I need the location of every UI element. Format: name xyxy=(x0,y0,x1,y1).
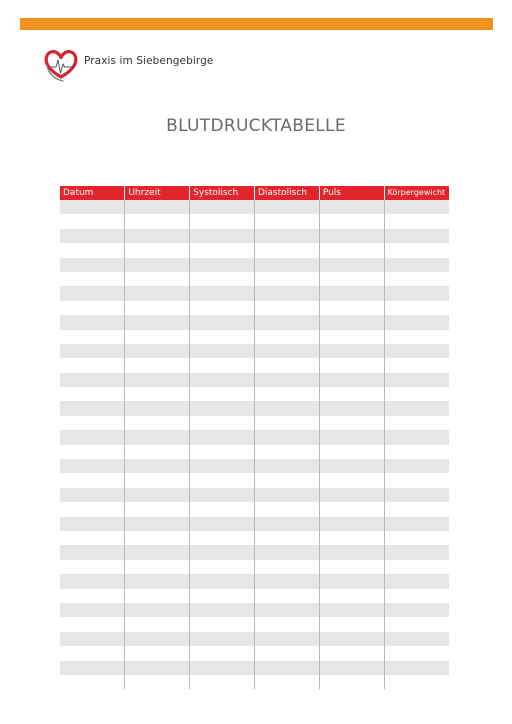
table-row xyxy=(60,603,449,617)
table-cell xyxy=(190,243,255,257)
table-cell xyxy=(60,286,125,300)
table-cell xyxy=(254,646,319,660)
table-cell xyxy=(384,315,449,329)
table-cell xyxy=(190,617,255,631)
table-row xyxy=(60,229,449,243)
table-cell xyxy=(190,646,255,660)
document-title: BLUTDRUCKTABELLE xyxy=(166,116,346,136)
table-cell xyxy=(190,473,255,487)
table-cell xyxy=(384,531,449,545)
table-row xyxy=(60,502,449,516)
table-cell xyxy=(125,401,190,415)
table-cell xyxy=(60,646,125,660)
table-cell xyxy=(254,675,319,689)
table-cell xyxy=(60,416,125,430)
table-row xyxy=(60,646,449,660)
table-cell xyxy=(125,459,190,473)
table-cell xyxy=(319,661,384,675)
table-cell xyxy=(319,574,384,588)
table-cell xyxy=(384,286,449,300)
table-cell xyxy=(384,373,449,387)
table-cell xyxy=(319,675,384,689)
table-cell xyxy=(254,344,319,358)
table-cell xyxy=(384,603,449,617)
table-cell xyxy=(254,229,319,243)
table-cell xyxy=(60,502,125,516)
table-cell xyxy=(384,401,449,415)
table-cell xyxy=(190,488,255,502)
table-row xyxy=(60,258,449,272)
table-cell xyxy=(190,330,255,344)
table-cell xyxy=(190,445,255,459)
table-cell xyxy=(125,286,190,300)
table-cell xyxy=(319,473,384,487)
table-row xyxy=(60,286,449,300)
table-cell xyxy=(319,286,384,300)
table-row xyxy=(60,315,449,329)
table-cell xyxy=(60,387,125,401)
table-cell xyxy=(60,473,125,487)
table-cell xyxy=(125,617,190,631)
table-cell xyxy=(319,301,384,315)
table-cell xyxy=(254,358,319,372)
table-cell xyxy=(190,675,255,689)
table-row xyxy=(60,416,449,430)
blood-pressure-table xyxy=(60,186,449,689)
table-cell xyxy=(60,229,125,243)
table-row xyxy=(60,617,449,631)
table-cell xyxy=(384,459,449,473)
table-cell xyxy=(125,589,190,603)
table-cell xyxy=(319,416,384,430)
table-cell xyxy=(254,517,319,531)
table-row xyxy=(60,574,449,588)
table-cell xyxy=(384,661,449,675)
table-cell xyxy=(125,531,190,545)
table-cell xyxy=(319,229,384,243)
table-cell xyxy=(319,589,384,603)
table-cell xyxy=(254,531,319,545)
table-cell xyxy=(60,214,125,228)
table-cell xyxy=(319,560,384,574)
table-cell xyxy=(254,301,319,315)
table-cell xyxy=(254,459,319,473)
table-cell xyxy=(60,330,125,344)
table-row xyxy=(60,344,449,358)
table-cell xyxy=(384,589,449,603)
table-cell xyxy=(254,286,319,300)
column-header-uhrzeit: Uhrzeit xyxy=(125,186,190,200)
table-cell xyxy=(190,272,255,286)
table-cell xyxy=(60,617,125,631)
table-cell xyxy=(125,416,190,430)
table-cell xyxy=(384,574,449,588)
table-cell xyxy=(60,603,125,617)
table-cell xyxy=(60,517,125,531)
table-cell xyxy=(254,416,319,430)
table-cell xyxy=(254,502,319,516)
table-row xyxy=(60,358,449,372)
table-body xyxy=(60,200,449,689)
table-cell xyxy=(125,373,190,387)
table-cell xyxy=(319,445,384,459)
table-cell xyxy=(254,661,319,675)
table-cell xyxy=(384,632,449,646)
table-cell xyxy=(60,373,125,387)
table-cell xyxy=(384,473,449,487)
table-cell xyxy=(125,488,190,502)
table-cell xyxy=(190,560,255,574)
table-cell xyxy=(125,214,190,228)
table-cell xyxy=(384,545,449,559)
table-cell xyxy=(60,545,125,559)
table-cell xyxy=(190,258,255,272)
table-cell xyxy=(190,214,255,228)
table-row xyxy=(60,589,449,603)
table-cell xyxy=(190,574,255,588)
table-cell xyxy=(190,459,255,473)
table-row xyxy=(60,200,449,214)
table-cell xyxy=(384,243,449,257)
table-cell xyxy=(60,488,125,502)
table-cell xyxy=(319,387,384,401)
table-cell xyxy=(60,401,125,415)
table-cell xyxy=(125,272,190,286)
table-cell xyxy=(125,632,190,646)
table-cell xyxy=(254,574,319,588)
table-cell xyxy=(190,358,255,372)
table-cell xyxy=(319,617,384,631)
table-cell xyxy=(319,272,384,286)
table-cell xyxy=(254,473,319,487)
table-cell xyxy=(125,258,190,272)
column-header-puls: Puls xyxy=(319,186,384,200)
table-cell xyxy=(190,416,255,430)
table-cell xyxy=(190,531,255,545)
table-cell xyxy=(254,589,319,603)
table-cell xyxy=(254,560,319,574)
table-cell xyxy=(384,214,449,228)
table-cell xyxy=(60,200,125,214)
table-cell xyxy=(319,531,384,545)
table-row xyxy=(60,430,449,444)
table-row xyxy=(60,445,449,459)
table-cell xyxy=(319,502,384,516)
table-cell xyxy=(190,344,255,358)
table-cell xyxy=(190,502,255,516)
table-cell xyxy=(384,258,449,272)
table-cell xyxy=(254,330,319,344)
table-cell xyxy=(125,229,190,243)
table-cell xyxy=(384,358,449,372)
table-cell xyxy=(125,430,190,444)
table-cell xyxy=(254,387,319,401)
table-cell xyxy=(254,200,319,214)
table-cell xyxy=(319,373,384,387)
table-row xyxy=(60,545,449,559)
table-cell xyxy=(125,330,190,344)
table-cell xyxy=(125,502,190,516)
table-cell xyxy=(60,574,125,588)
table-cell xyxy=(125,315,190,329)
table-cell xyxy=(319,401,384,415)
table-cell xyxy=(384,675,449,689)
table-cell xyxy=(319,258,384,272)
table-cell xyxy=(319,517,384,531)
table-cell xyxy=(384,488,449,502)
table-row xyxy=(60,401,449,415)
table-cell xyxy=(125,200,190,214)
table-cell xyxy=(319,646,384,660)
table-cell xyxy=(190,286,255,300)
table-row xyxy=(60,373,449,387)
table-row xyxy=(60,459,449,473)
table-row xyxy=(60,517,449,531)
table-row xyxy=(60,243,449,257)
table-cell xyxy=(125,473,190,487)
table-row xyxy=(60,301,449,315)
table-cell xyxy=(254,243,319,257)
table-cell xyxy=(60,301,125,315)
table-cell xyxy=(319,243,384,257)
table-cell xyxy=(125,517,190,531)
table-cell xyxy=(254,488,319,502)
table-cell xyxy=(60,445,125,459)
table-cell xyxy=(254,617,319,631)
table-cell xyxy=(384,617,449,631)
table-cell xyxy=(190,430,255,444)
table-cell xyxy=(190,229,255,243)
table-cell xyxy=(384,272,449,286)
table-cell xyxy=(319,214,384,228)
table-cell xyxy=(190,401,255,415)
table-cell xyxy=(60,430,125,444)
table-row xyxy=(60,473,449,487)
table-cell xyxy=(319,344,384,358)
table-cell xyxy=(60,258,125,272)
table-cell xyxy=(254,315,319,329)
table-cell xyxy=(125,560,190,574)
table-cell xyxy=(125,545,190,559)
table-cell xyxy=(319,200,384,214)
table-cell xyxy=(190,373,255,387)
table-cell xyxy=(190,632,255,646)
table-cell xyxy=(190,517,255,531)
table-cell xyxy=(319,358,384,372)
table-cell xyxy=(254,373,319,387)
table-cell xyxy=(319,459,384,473)
table-row xyxy=(60,531,449,545)
table-cell xyxy=(190,603,255,617)
table-cell xyxy=(319,315,384,329)
table-row xyxy=(60,675,449,689)
table-cell xyxy=(254,401,319,415)
table-cell xyxy=(190,387,255,401)
table-cell xyxy=(384,229,449,243)
table-cell xyxy=(60,560,125,574)
table-cell xyxy=(60,315,125,329)
table-cell xyxy=(60,243,125,257)
table-row xyxy=(60,632,449,646)
table-row xyxy=(60,488,449,502)
table-cell xyxy=(384,517,449,531)
table-cell xyxy=(60,661,125,675)
table-cell xyxy=(319,330,384,344)
table-cell xyxy=(125,344,190,358)
table-cell xyxy=(125,661,190,675)
table-cell xyxy=(319,488,384,502)
table-cell xyxy=(319,545,384,559)
column-header-koerpergewicht: Körpergewicht xyxy=(384,186,449,200)
table-cell xyxy=(190,301,255,315)
table-cell xyxy=(384,387,449,401)
table-header-row xyxy=(60,186,449,200)
table-cell xyxy=(60,632,125,646)
table-row xyxy=(60,330,449,344)
table-cell xyxy=(254,214,319,228)
table-cell xyxy=(254,430,319,444)
table-cell xyxy=(384,445,449,459)
table-cell xyxy=(384,430,449,444)
table-cell xyxy=(125,646,190,660)
table-cell xyxy=(60,344,125,358)
heart-ecg-logo-icon xyxy=(43,44,79,84)
table-cell xyxy=(384,560,449,574)
table-cell xyxy=(60,459,125,473)
table-row xyxy=(60,661,449,675)
table-cell xyxy=(384,344,449,358)
table-cell xyxy=(319,603,384,617)
table-cell xyxy=(60,589,125,603)
table-cell xyxy=(190,589,255,603)
table-cell xyxy=(190,200,255,214)
table-cell xyxy=(254,545,319,559)
table-cell xyxy=(125,445,190,459)
table-cell xyxy=(319,430,384,444)
table-cell xyxy=(60,358,125,372)
table-cell xyxy=(384,301,449,315)
table-cell xyxy=(384,502,449,516)
table-cell xyxy=(254,632,319,646)
table-cell xyxy=(60,531,125,545)
table-cell xyxy=(254,603,319,617)
table-cell xyxy=(125,675,190,689)
table-cell xyxy=(60,272,125,286)
table-cell xyxy=(384,200,449,214)
table-cell xyxy=(125,243,190,257)
table-cell xyxy=(60,675,125,689)
table-row xyxy=(60,272,449,286)
column-header-datum: Datum xyxy=(60,186,125,200)
table-cell xyxy=(125,387,190,401)
table-cell xyxy=(384,416,449,430)
top-accent-bar xyxy=(20,18,493,30)
column-header-diastolisch: Diastolisch xyxy=(254,186,319,200)
column-header-systolisch: Systolisch xyxy=(190,186,255,200)
table-row xyxy=(60,387,449,401)
table-cell xyxy=(125,603,190,617)
table-cell xyxy=(190,315,255,329)
table-cell xyxy=(125,301,190,315)
table-cell xyxy=(190,545,255,559)
table-row xyxy=(60,560,449,574)
table-cell xyxy=(384,646,449,660)
table-cell xyxy=(319,632,384,646)
table-cell xyxy=(254,445,319,459)
table-cell xyxy=(190,661,255,675)
table-row xyxy=(60,214,449,228)
practice-name: Praxis im Siebengebirge xyxy=(84,55,214,67)
table-cell xyxy=(254,258,319,272)
table-cell xyxy=(125,574,190,588)
table-cell xyxy=(125,358,190,372)
table-cell xyxy=(384,330,449,344)
table-cell xyxy=(254,272,319,286)
